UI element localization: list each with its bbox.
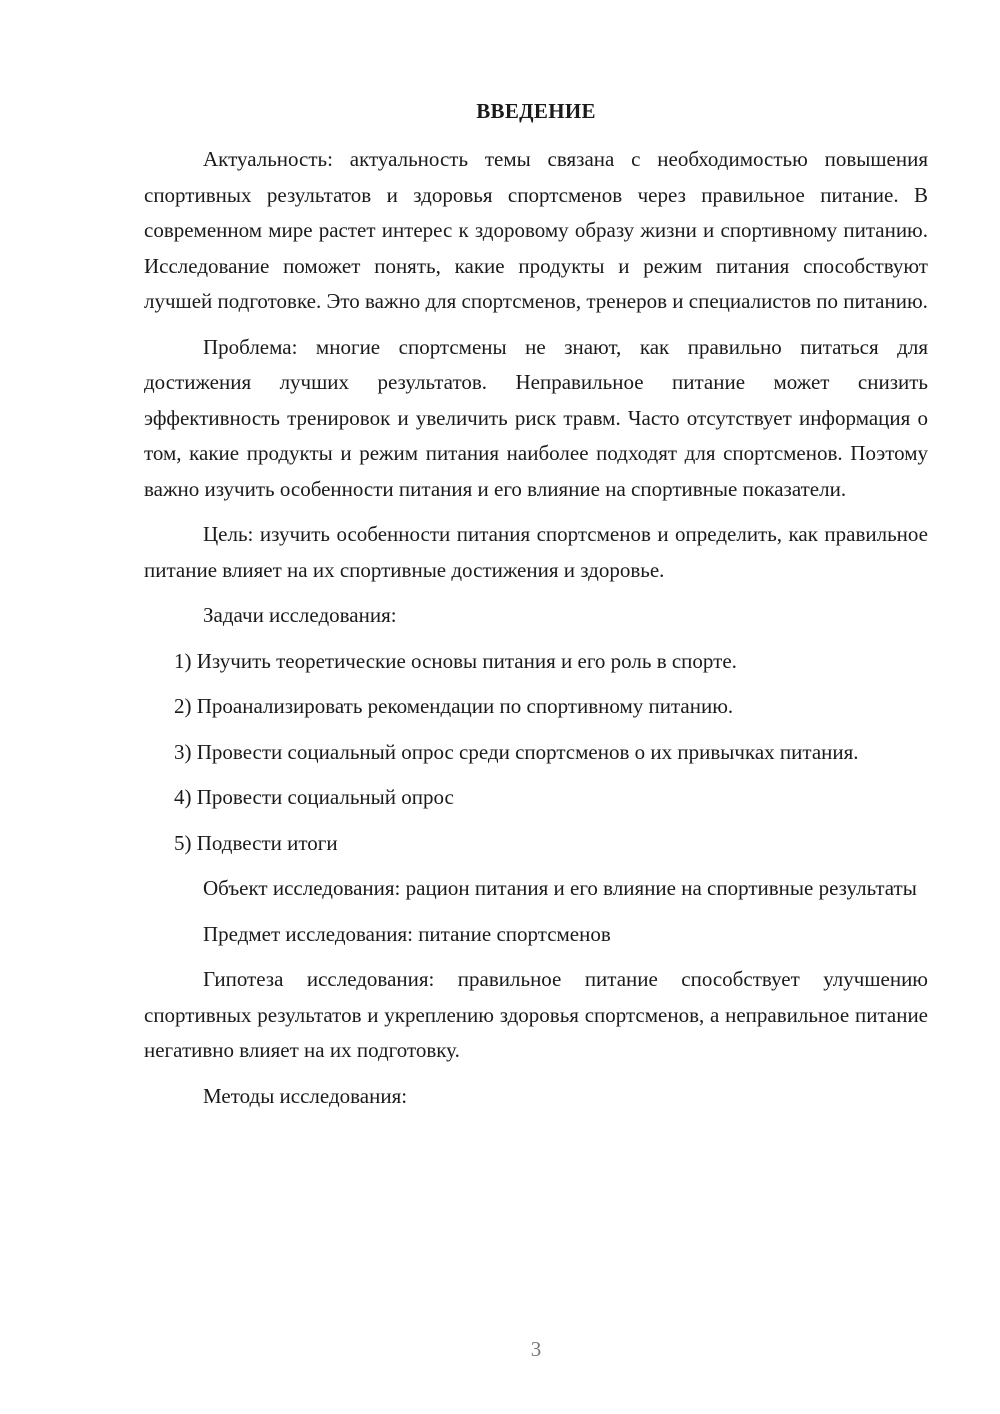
section-heading: ВВЕДЕНИЕ: [476, 99, 596, 123]
paragraph-subject: Предмет исследования: питание спортсменов: [203, 921, 611, 946]
task-item-5: 5) Подвести итоги: [174, 830, 338, 855]
task-item-3: 3) Провести социальный опрос среди спортсменов о их привычках питания.: [174, 739, 859, 764]
paragraph-hypothesis: Гипотеза исследования: правильное питание способствует улучшению спортивных результатов и укреплению здоровья спортсменов, а неправильное питание негативно влияет на их подготовку.: [144, 967, 928, 1062]
paragraph-problem: Проблема: многие спортсмены не знают, как правильно питаться для достижения лучших результатов. Неправильное питание может снизить эффективность тренировок и увеличить риск травм. Часто отсутствует информация о том, какие продукты и режим питания наиболее подходят для спортсменов. Поэтому важно изучить особенности питания и его влияние на спортивные показатели.: [144, 334, 928, 501]
paragraph-object: Объект исследования: рацион питания и его влияние на спортивные результаты: [203, 876, 917, 900]
paragraph-goal: Цель: изучить особенности питания спортсменов и определить, как правильное питание влияет на их спортивные достижения и здоровье.: [144, 522, 928, 582]
task-item-4: 4) Провести социальный опрос: [174, 785, 454, 809]
document-body: [144, 142, 928, 1124]
paragraph-relevance: Актуальность: актуальность темы связана с необходимостью повышения спортивных результатов и здоровья спортсменов через правильное питание. В современном мире растет интерес к здоровому образу жизни и спортивному питанию. Исследование поможет понять, какие продукты и режим питания способствуют лучшей подготовке. Это важно для спортсменов, тренеров и специалистов по питанию.: [144, 147, 928, 313]
paragraph-methods: Методы исследования:: [203, 1083, 408, 1108]
task-item-1: 1) Изучить теоретические основы питания и его роль в спорте.: [174, 648, 737, 673]
task-item-2: 2) Проанализировать рекомендации по спортивному питанию.: [174, 694, 734, 718]
page-number: 3: [530, 1337, 542, 1361]
paragraph-tasks-title: Задачи исследования:: [203, 603, 397, 627]
